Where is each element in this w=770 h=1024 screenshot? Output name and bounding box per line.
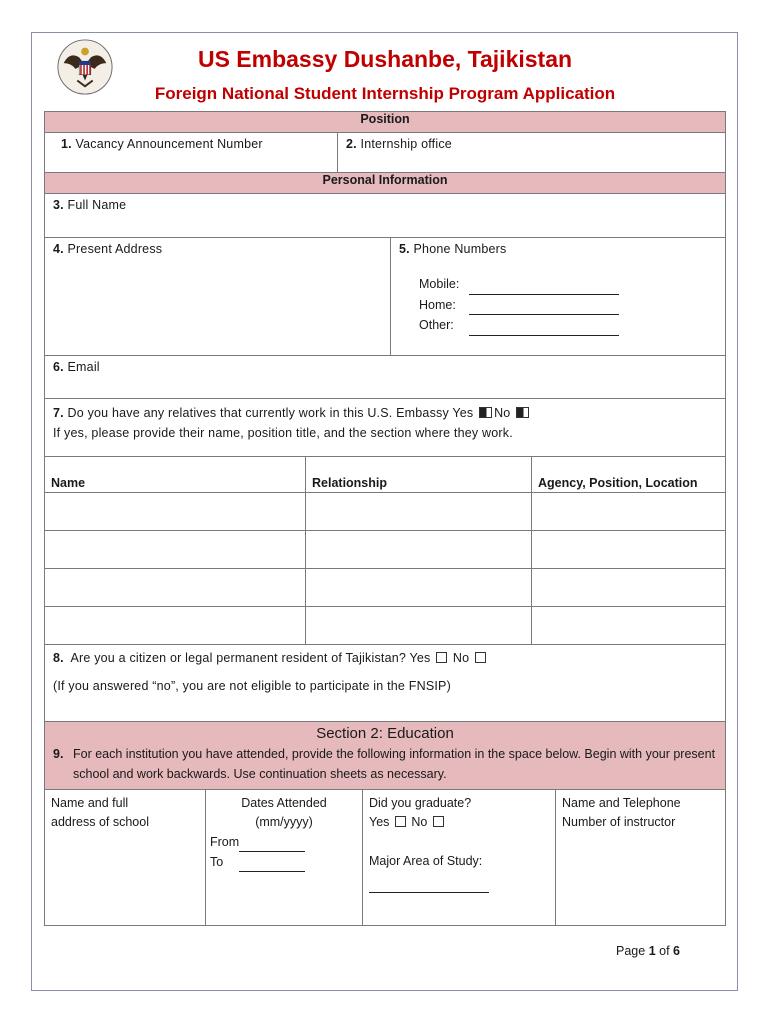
section-header-education: Section 2: Education [316, 725, 454, 742]
relative-agency-input[interactable] [532, 569, 726, 607]
dates-col-label-1: Dates Attended [241, 796, 327, 810]
q9-number: 9. [53, 747, 64, 761]
relative-name-input[interactable] [45, 493, 306, 531]
table-row [45, 607, 726, 645]
table-row [45, 531, 726, 569]
q7-number: 7. [53, 406, 64, 420]
page-of: of [659, 944, 670, 958]
relative-agency-input[interactable] [532, 493, 726, 531]
q7-yes-checkbox[interactable] [479, 407, 492, 418]
page-label: Page [616, 944, 646, 958]
education-table [44, 789, 726, 926]
school-col-label-1: Name and full [51, 796, 129, 810]
present-address-field[interactable] [45, 238, 391, 356]
email-field[interactable] [45, 356, 726, 399]
page-subtitle: Foreign National Student Internship Program Application [154, 84, 616, 103]
page-title: US Embassy Dushanbe, Tajikistan [197, 46, 573, 72]
q1-label: Vacancy Announcement Number [75, 137, 263, 151]
q8-no-label: No [452, 651, 470, 665]
relative-relationship-input[interactable] [306, 531, 532, 569]
q4-label: Present Address [67, 242, 163, 256]
q8-note: (If you answered “no”, you are not eligible to participate in the FNSIP) [53, 679, 451, 693]
dates-attended-cell [206, 790, 363, 926]
table-row [45, 569, 726, 607]
q7-subtext: If yes, please provide their name, position title, and the section where they work. [53, 426, 513, 440]
position-table [44, 111, 726, 238]
q7-no-checkbox[interactable] [516, 407, 529, 418]
relative-name-input[interactable] [45, 569, 306, 607]
dates-to-input[interactable] [239, 852, 305, 872]
q7-no-label: No [494, 406, 511, 420]
q7-text: Do you have any relatives that currently work in this U.S. Embassy Yes [67, 406, 474, 420]
citizenship-table [44, 644, 726, 790]
q2-number: 2. [346, 137, 357, 151]
page-current: 1 [648, 944, 656, 958]
relative-agency-input[interactable] [532, 531, 726, 569]
citizenship-question-cell [45, 645, 726, 722]
section-header-personal: Personal Information [45, 173, 726, 194]
vacancy-number-field[interactable] [45, 133, 338, 173]
major-input[interactable] [369, 873, 489, 893]
relative-name-input[interactable] [45, 607, 306, 645]
q8-yes-checkbox[interactable] [436, 652, 447, 663]
graduate-yes-label: Yes [369, 815, 390, 829]
section-header-position: Position [45, 112, 726, 133]
page-number [616, 944, 680, 958]
relatives-col-relationship: Relationship [306, 457, 532, 493]
relatives-col-name: Name [45, 457, 306, 493]
relative-agency-input[interactable] [532, 607, 726, 645]
q6-number: 6. [53, 360, 64, 374]
phone-numbers-cell [391, 238, 726, 356]
q9-text: For each institution you have attended, provide the following information in the space below. Begin with your present school and work backwards. Use continuation sheets as necessary. [73, 747, 716, 781]
instructor-cell[interactable] [556, 790, 726, 926]
relative-relationship-input[interactable] [306, 607, 532, 645]
relative-name-input[interactable] [45, 531, 306, 569]
education-header-cell [45, 722, 726, 790]
q8-no-checkbox[interactable] [475, 652, 486, 663]
graduate-cell [363, 790, 556, 926]
relatives-question-cell [45, 399, 726, 457]
q4-number: 4. [53, 242, 64, 256]
q2-label: Internship office [360, 137, 452, 151]
dates-to-label: To [210, 855, 224, 869]
phone-mobile-input[interactable] [469, 274, 619, 295]
internship-office-field[interactable] [338, 133, 726, 173]
instructor-label-1: Name and Telephone [562, 796, 681, 810]
phone-other-label: Other: [419, 318, 454, 332]
graduate-no-label: No [411, 815, 428, 829]
school-name-cell[interactable] [45, 790, 206, 926]
q8-number: 8. [53, 651, 64, 665]
q3-number: 3. [53, 198, 64, 212]
q6-label: Email [67, 360, 100, 374]
relative-relationship-input[interactable] [306, 569, 532, 607]
address-phone-table [44, 237, 726, 457]
q8-text: Are you a citizen or legal permanent resident of Tajikistan? Yes [70, 651, 431, 665]
phone-home-label: Home: [419, 297, 456, 312]
major-label: Major Area of Study: [369, 854, 483, 868]
table-row [45, 493, 726, 531]
phone-home-input[interactable] [469, 295, 619, 316]
instructor-label-2: Number of instructor [562, 815, 676, 829]
q3-label: Full Name [67, 198, 127, 212]
full-name-field[interactable] [45, 194, 726, 238]
school-col-label-2: address of school [51, 815, 149, 829]
page-total: 6 [673, 944, 680, 958]
relative-relationship-input[interactable] [306, 493, 532, 531]
phone-mobile-label: Mobile: [419, 277, 460, 291]
graduate-no-checkbox[interactable] [433, 816, 444, 827]
phone-other-input[interactable] [469, 315, 619, 336]
graduate-label: Did you graduate? [369, 796, 472, 810]
q1-number: 1. [61, 137, 72, 151]
relatives-table [44, 456, 726, 645]
dates-col-label-2: (mm/yyyy) [255, 815, 313, 829]
q5-number: 5. [399, 242, 410, 256]
relatives-col-agency: Agency, Position, Location [532, 457, 726, 493]
dates-from-input[interactable] [239, 832, 305, 852]
dates-from-label: From [210, 835, 240, 849]
q5-label: Phone Numbers [413, 242, 507, 256]
graduate-yes-checkbox[interactable] [395, 816, 406, 827]
